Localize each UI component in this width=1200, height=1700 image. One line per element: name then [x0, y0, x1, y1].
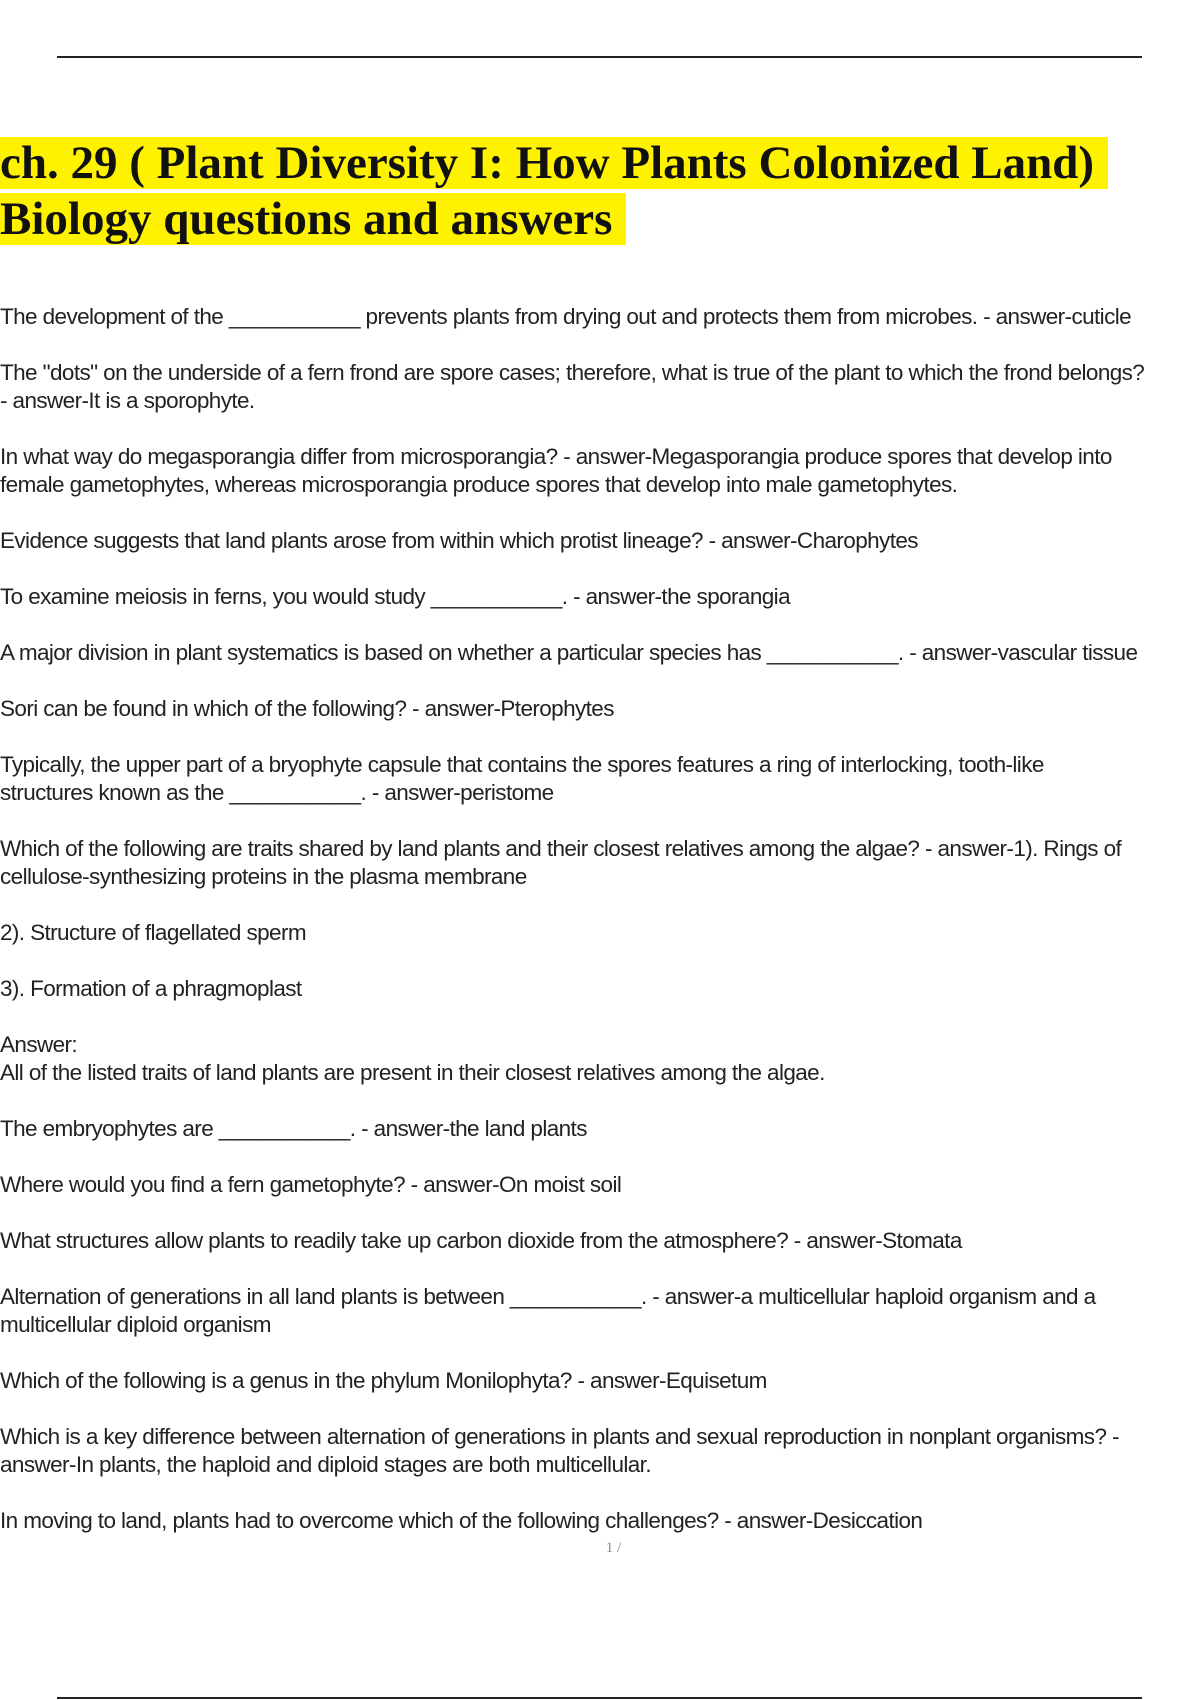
paragraph-gap — [0, 1003, 1200, 1031]
paragraph-gap — [0, 415, 1200, 443]
qa-line: The embryophytes are ___________. - answer-the land plants — [0, 1116, 587, 1141]
qa-line: structures known as the ___________. - answer-peristome — [0, 780, 554, 805]
qa-paragraph — [0, 1423, 1200, 1479]
qa-paragraph — [0, 919, 1200, 947]
qa-paragraph — [0, 1031, 1200, 1087]
paragraph-gap — [0, 1199, 1200, 1227]
qa-line: 3). Formation of a phragmoplast — [0, 976, 302, 1001]
qa-line: Which of the following is a genus in the phylum Monilophyta? - answer-Equisetum — [0, 1368, 767, 1393]
qa-line: A major division in plant systematics is based on whether a particular species has ___________. - answer-vascular tissue — [0, 640, 1138, 665]
qa-line: Where would you find a fern gametophyte? - answer-On moist soil — [0, 1172, 622, 1197]
qa-line: In moving to land, plants had to overcome which of the following challenges? - answer-Desiccation — [0, 1508, 923, 1533]
qa-line: To examine meiosis in ferns, you would study ___________. - answer-the sporangia — [0, 584, 790, 609]
qa-line: female gametophytes, whereas microsporangia produce spores that develop into male gametophytes. — [0, 472, 958, 497]
qa-paragraph — [0, 1171, 1200, 1199]
qa-paragraph — [0, 1283, 1200, 1339]
qa-line: What structures allow plants to readily take up carbon dioxide from the atmosphere? - answer-Stomata — [0, 1228, 962, 1253]
title-line-2: Biology questions and answers — [0, 193, 626, 245]
paragraph-gap — [0, 947, 1200, 975]
qa-line: Evidence suggests that land plants arose from within which protist lineage? - answer-Charophytes — [0, 528, 918, 553]
title-line-1: ch. 29 ( Plant Diversity I: How Plants Colonized Land) — [0, 137, 1108, 189]
qa-line: Sori can be found in which of the following? - answer-Pterophytes — [0, 696, 614, 721]
top-rule — [57, 56, 1142, 58]
paragraph-gap — [0, 807, 1200, 835]
paragraph-gap — [0, 331, 1200, 359]
qa-line: cellulose-synthesizing proteins in the plasma membrane — [0, 864, 527, 889]
qa-paragraph — [0, 1507, 1200, 1535]
qa-paragraph — [0, 835, 1200, 891]
qa-paragraph — [0, 359, 1200, 415]
qa-line: Which of the following are traits shared by land plants and their closest relatives among the algae? - answer-1). Rings of — [0, 836, 1122, 861]
qa-paragraph — [0, 1227, 1200, 1255]
qa-line: Alternation of generations in all land plants is between ___________. - answer-a multicellular haploid organism and a — [0, 1284, 1096, 1309]
qa-line: The development of the ___________ prevents plants from drying out and protects them from microbes. - answer-cuticle — [0, 304, 1132, 329]
paragraph-gap — [0, 499, 1200, 527]
qa-paragraph — [0, 639, 1200, 667]
qa-line: All of the listed traits of land plants are present in their closest relatives among the algae. — [0, 1060, 825, 1085]
qa-line: answer-In plants, the haploid and diploid stages are both multicellular. — [0, 1452, 651, 1477]
qa-paragraph — [0, 695, 1200, 723]
qa-paragraph — [0, 1115, 1200, 1143]
qa-paragraph — [0, 527, 1200, 555]
qa-paragraph — [0, 1367, 1200, 1395]
page-number: 1 / — [605, 1540, 622, 1556]
bottom-rule — [57, 1697, 1142, 1699]
paragraph-gap — [0, 1479, 1200, 1507]
qa-line: - answer-It is a sporophyte. — [0, 388, 255, 413]
qa-paragraph — [0, 583, 1200, 611]
paragraph-gap — [0, 1255, 1200, 1283]
qa-line: Answer: — [0, 1032, 78, 1057]
qa-line: 2). Structure of flagellated sperm — [0, 920, 307, 945]
paragraph-gap — [0, 891, 1200, 919]
paragraph-gap — [0, 611, 1200, 639]
paragraph-gap — [0, 667, 1200, 695]
paragraph-gap — [0, 1143, 1200, 1171]
paragraph-gap — [0, 1395, 1200, 1423]
paragraph-gap — [0, 1339, 1200, 1367]
paragraph-gap — [0, 555, 1200, 583]
paragraph-gap — [0, 1087, 1200, 1115]
qa-line: Which is a key difference between alternation of generations in plants and sexual reproduction in nonplant organisms? - — [0, 1424, 1119, 1449]
qa-line: The "dots" on the underside of a fern frond are spore cases; therefore, what is true of the plant to which the frond belongs? — [0, 360, 1145, 385]
qa-line: In what way do megasporangia differ from microsporangia? - answer-Megasporangia produce spores that develop into — [0, 444, 1112, 469]
qa-line: Typically, the upper part of a bryophyte capsule that contains the spores features a ring of interlocking, tooth-like — [0, 752, 1044, 777]
qa-line: multicellular diploid organism — [0, 1312, 271, 1337]
qa-paragraph — [0, 975, 1200, 1003]
qa-paragraph — [0, 751, 1200, 807]
question-answer-list — [0, 303, 1200, 1535]
paragraph-gap — [0, 723, 1200, 751]
qa-paragraph — [0, 443, 1200, 499]
document-title — [0, 135, 1108, 247]
qa-paragraph — [0, 303, 1200, 331]
